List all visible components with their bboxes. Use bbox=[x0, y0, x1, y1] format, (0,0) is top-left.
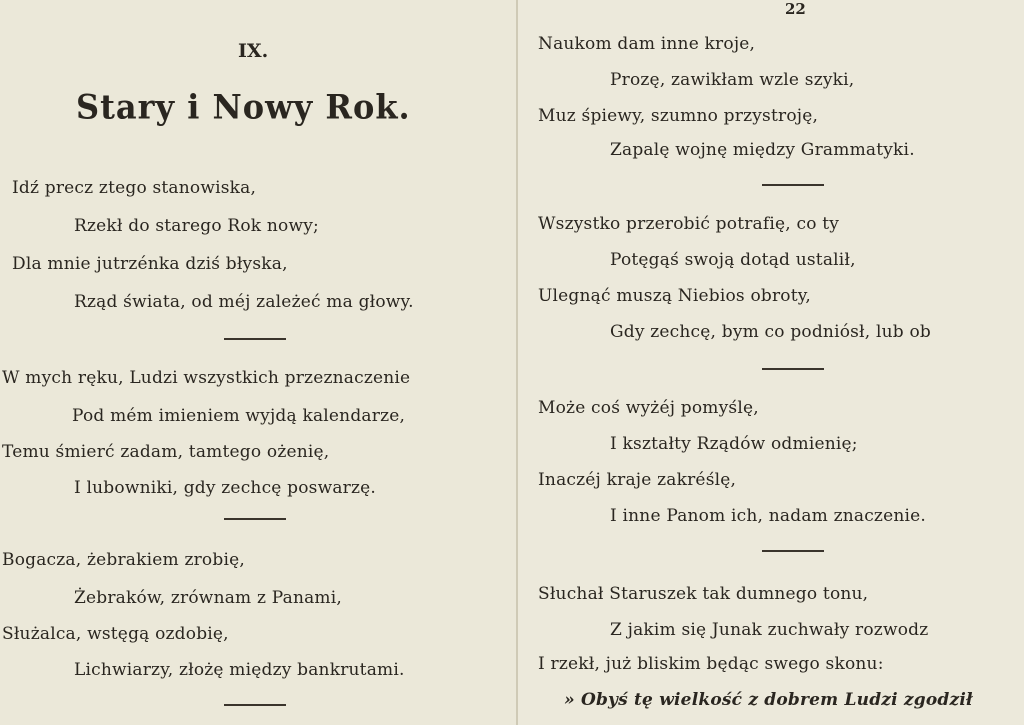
poem-line: Może coś wyżéj pomyślę, bbox=[538, 398, 759, 418]
poem-line: Potęgąś swoją dotąd ustalił, bbox=[610, 250, 856, 270]
poem-line: Rzekł do starego Rok nowy; bbox=[74, 216, 319, 236]
poem-line: Służalca, wstęgą ozdobię, bbox=[2, 624, 229, 644]
poem-line: Inaczéj kraje zakréślę, bbox=[538, 470, 737, 490]
poem-line: Idź precz ztego stanowiska, bbox=[12, 178, 257, 198]
poem-numeral: IX. bbox=[238, 40, 269, 62]
stanza-divider bbox=[224, 518, 286, 520]
poem-line: Wszystko przerobić potrafię, co ty bbox=[538, 214, 840, 234]
poem-line: Pod mém imieniem wyjdą kalendarze, bbox=[72, 406, 406, 426]
stanza-divider bbox=[224, 704, 286, 706]
poem-line: Naukom dam inne kroje, bbox=[538, 34, 756, 54]
poem-line: Temu śmierć zadam, tamtego ożenię, bbox=[2, 442, 330, 462]
poem-line: Gdy zechcę, bym co podniósł, lub ob bbox=[610, 322, 931, 342]
stanza-divider bbox=[224, 338, 286, 340]
poem-title: Stary i Nowy Rok. bbox=[76, 87, 411, 127]
poem-line: Lichwiarzy, złożę między bankrutami. bbox=[74, 660, 405, 680]
poem-line: » Obyś tę wielkość z dobrem Ludzi zgodził bbox=[564, 690, 973, 710]
poem-line: Rząd świata, od méj zależeć ma głowy. bbox=[74, 292, 414, 312]
stanza-divider bbox=[762, 368, 824, 370]
poem-line: Słuchał Staruszek tak dumnego tonu, bbox=[538, 584, 869, 604]
poem-line: Zapalę wojnę między Grammatyki. bbox=[610, 140, 915, 160]
right-page bbox=[518, 0, 1024, 725]
stanza-divider bbox=[762, 184, 824, 186]
poem-line: I lubowniki, gdy zechcę poswarzę. bbox=[74, 478, 377, 498]
poem-line: I inne Panom ich, nadam znaczenie. bbox=[610, 506, 927, 526]
poem-line: I rzekł, już bliskim będąc swego skonu: bbox=[538, 654, 884, 674]
poem-line: I kształty Rządów odmienię; bbox=[610, 434, 858, 454]
stanza-divider bbox=[762, 550, 824, 552]
poem-line: Dla mnie jutrzénka dziś błyska, bbox=[12, 254, 288, 274]
poem-line: Żebraków, zrównam z Panami, bbox=[74, 588, 342, 608]
poem-line: Bogacza, żebrakiem zrobię, bbox=[2, 550, 245, 570]
poem-line: Prozę, zawikłam wzle szyki, bbox=[610, 70, 855, 90]
poem-line: Z jakim się Junak zuchwały rozwodz bbox=[610, 620, 929, 640]
poem-line: Muz śpiewy, szumno przystroję, bbox=[538, 106, 819, 126]
poem-line: Ulegnąć muszą Niebios obroty, bbox=[538, 286, 811, 306]
poem-line: W mych ręku, Ludzi wszystkich przeznaczenie bbox=[2, 368, 411, 388]
page-number: 22 bbox=[785, 0, 806, 18]
